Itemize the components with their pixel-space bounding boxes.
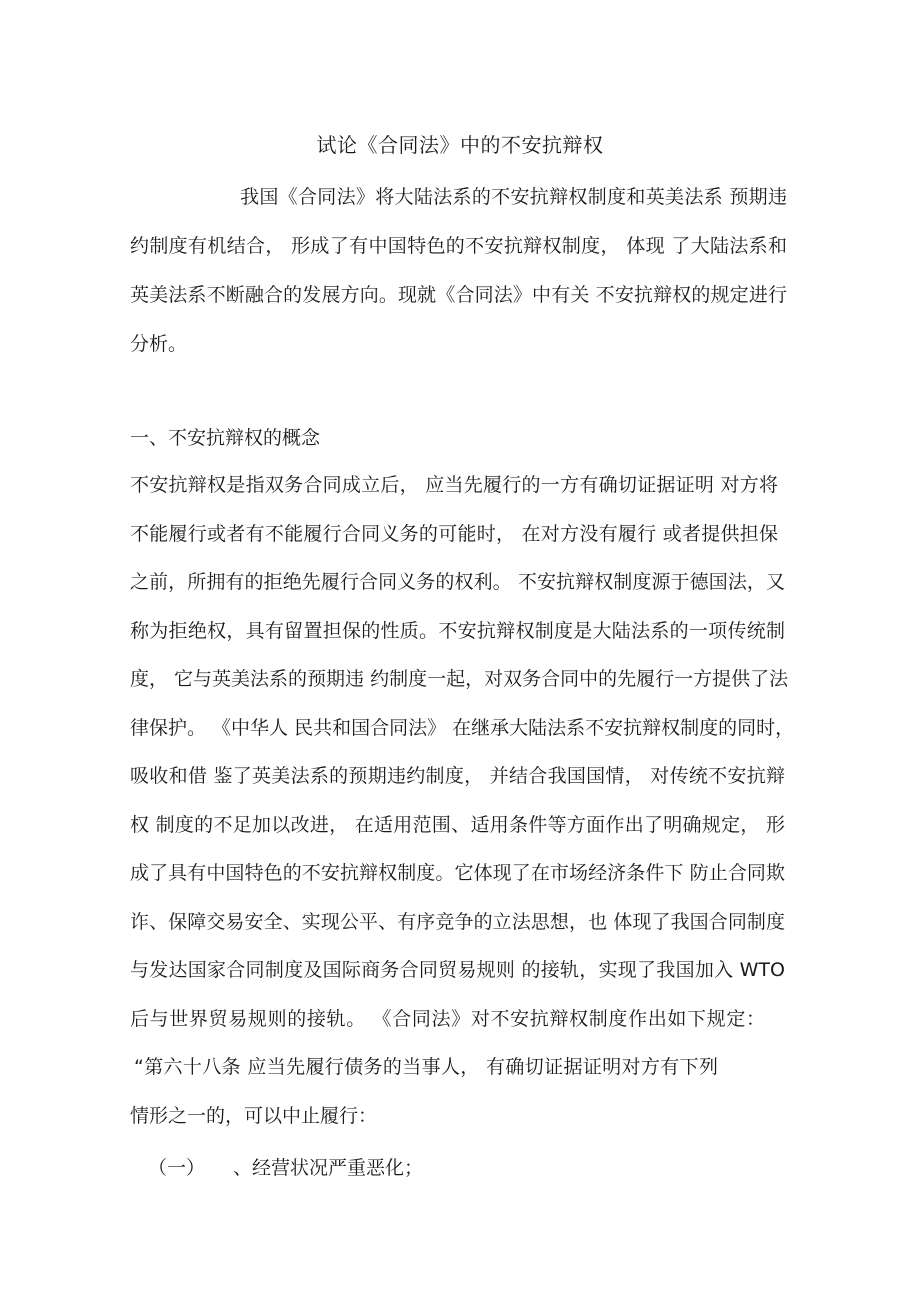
body-line: 不安抗辩权是指双务合同成立后， 应当先履行的一方有确切证据证明 对方将 [130,474,778,496]
body-line: 权 制度的不足加以改进， 在适用范围、适用条件等方面作出了明确规定， 形 [130,814,785,836]
body-line: 之前，所拥有的拒绝先履行合同义务的权利。 不安抗辩权制度源于德国法，又 [130,571,785,593]
body-line: 律保护。 《中华人 民共和国合同法》 在继承大陆法系不安抗辩权制度的同时， [130,717,795,739]
article-line: 情形之一的，可以中止履行： [130,1105,378,1127]
body-line: 称为拒绝权，具有留置担保的性质。不安抗辩权制度是大陆法系的一项传统制 [130,620,785,642]
intro-line: 约制度有机结合， 形成了有中国特色的不安抗辩权制度， 体现 了大陆法系和 [130,235,787,257]
body-line: 后与世界贸易规则的接轨。 《合同法》对不安抗辩权制度作出如下规定： [130,1008,765,1030]
intro-line: 分析。 [130,333,188,355]
item-number: （一） [148,1157,206,1179]
document-title: 试论《合同法》中的不安抗辩权 [316,133,604,157]
body-line: 与发达国家合同制度及国际商务合同贸易规则 的接轨，实现了我国加入 WTO [130,959,785,981]
intro-line: 我国《合同法》将大陆法系的不安抗辩权制度和英美法系 预期违 [240,186,787,208]
body-line: 吸收和借 鉴了英美法系的预期违约制度， 并结合我国国情， 对传统不安抗辩 [130,765,785,787]
article-line: “第六十八条 应当先履行债务的当事人， 有确切证据证明对方有下列 [134,1056,718,1078]
body-line: 度， 它与英美法系的预期违 约制度一起，对双务合同中的先履行一方提供了法 [130,668,789,690]
item-text: 、经营状况严重恶化； [233,1157,424,1179]
intro-line: 英美法系不断融合的发展方向。现就《合同法》中有关 不安抗辩权的规定进行 [130,284,787,306]
section-heading: 一、不安抗辩权的概念 [130,427,321,449]
body-line: 不能履行或者有不能履行合同义务的可能时， 在对方没有履行 或者提供担保 [130,523,778,545]
body-line: 成了具有中国特色的不安抗辩权制度。它体现了在市场经济条件下 防止合同欺 [130,862,785,884]
body-line: 诈、保障交易安全、实现公平、有序竞争的立法思想，也 体现了我国合同制度 [130,911,785,933]
